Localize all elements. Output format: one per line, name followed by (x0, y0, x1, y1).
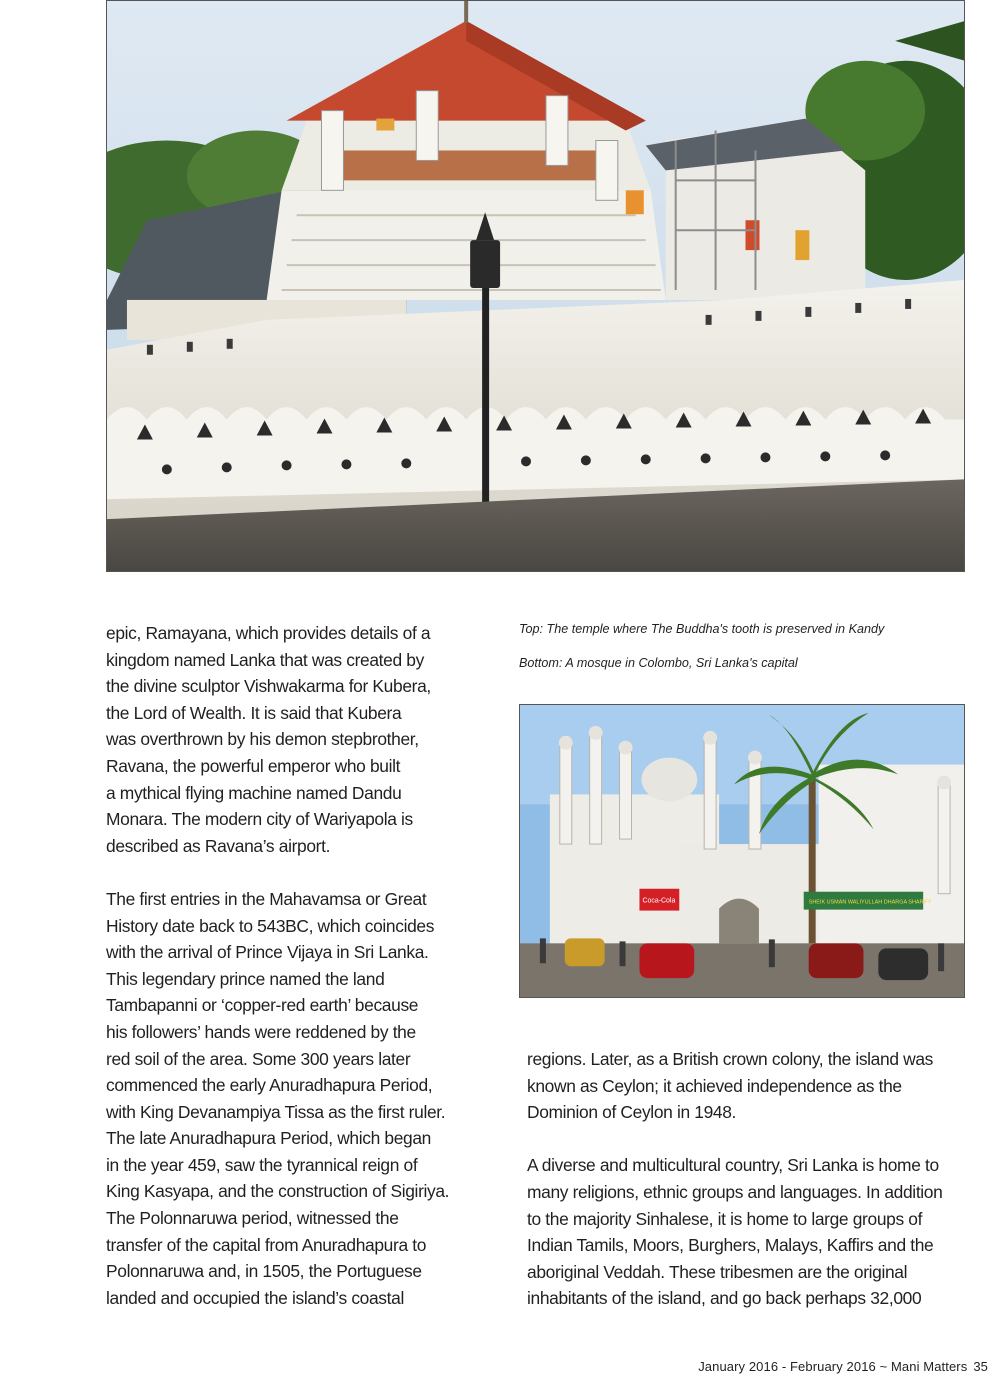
caption-bottom: Bottom: A mosque in Colombo, Sri Lanka's capital (519, 656, 798, 670)
photo-captions (519, 619, 965, 673)
article-left-column (106, 620, 468, 1311)
page-number: 35 (973, 1359, 988, 1374)
left-paragraph-2: The first entries in the Mahavamsa or Great History date back to 543BC, which coincides with the arrival of Prince Vijaya in Sri Lanka. This legendary prince named the land Tambapanni or ‘copper-red earth’ because his followers’ hands were reddened by the red soil of the area. Some 300 years later commenced the early Anuradhapura Period, with King Devanampiya Tissa as the first ruler. The late Anuradhapura Period, which began in the year 459, saw the tyrannical reign of King Kasyapa, and the construction of Sigiriya. The Polonnaruwa period, witnessed the transfer of the capital from Anuradhapura to Polonnaruwa and, in 1505, the Portuguese landed and occupied the island’s coastal (106, 888, 450, 1308)
left-paragraph-1: epic, Ramayana, which provides details of a kingdom named Lanka that was created by the divine sculptor Vishwakarma for Kubera, the Lord of Wealth. It is said that Kubera was overthrown by his demon stepbrother, Ravana, the powerful emperor who built a mythical flying machine named Dandu Monara. The modern city of Wariyapola is described as Ravana’s airport. (106, 623, 431, 856)
article-right-column (527, 1046, 967, 1312)
right-paragraph-2: A diverse and multicultural country, Sri Lanka is home to many religions, ethnic groups and languages. In addition to the majority Sinhalese, it is home to large groups of Indian Tamils, Moors, Burghers, Malays, Kaffirs and the aboriginal Veddah. These tribesmen are the original inhabitants of the island, and go back perhaps 32,000 (527, 1155, 943, 1309)
right-paragraph-1: regions. Later, as a British crown colony, the island was known as Ceylon; it achieved independence as the Dominion of Ceylon in 1948. (527, 1049, 934, 1123)
mosque-colombo-illustration (520, 705, 964, 997)
page-footer (698, 1359, 988, 1374)
temple-photo (106, 0, 965, 572)
mosque-cola-sign: Coca-Cola (642, 897, 676, 905)
mosque-shop-sign: SHEIK USMAN WALIYULLAH DHARGA SHARIFF (808, 899, 932, 906)
temple-of-tooth-illustration (107, 1, 964, 571)
mosque-photo (519, 704, 965, 998)
caption-top: Top: The temple where The Buddha's tooth is preserved in Kandy (519, 622, 885, 636)
footer-issue: January 2016 - February 2016 ~ Mani Matters (698, 1359, 968, 1374)
